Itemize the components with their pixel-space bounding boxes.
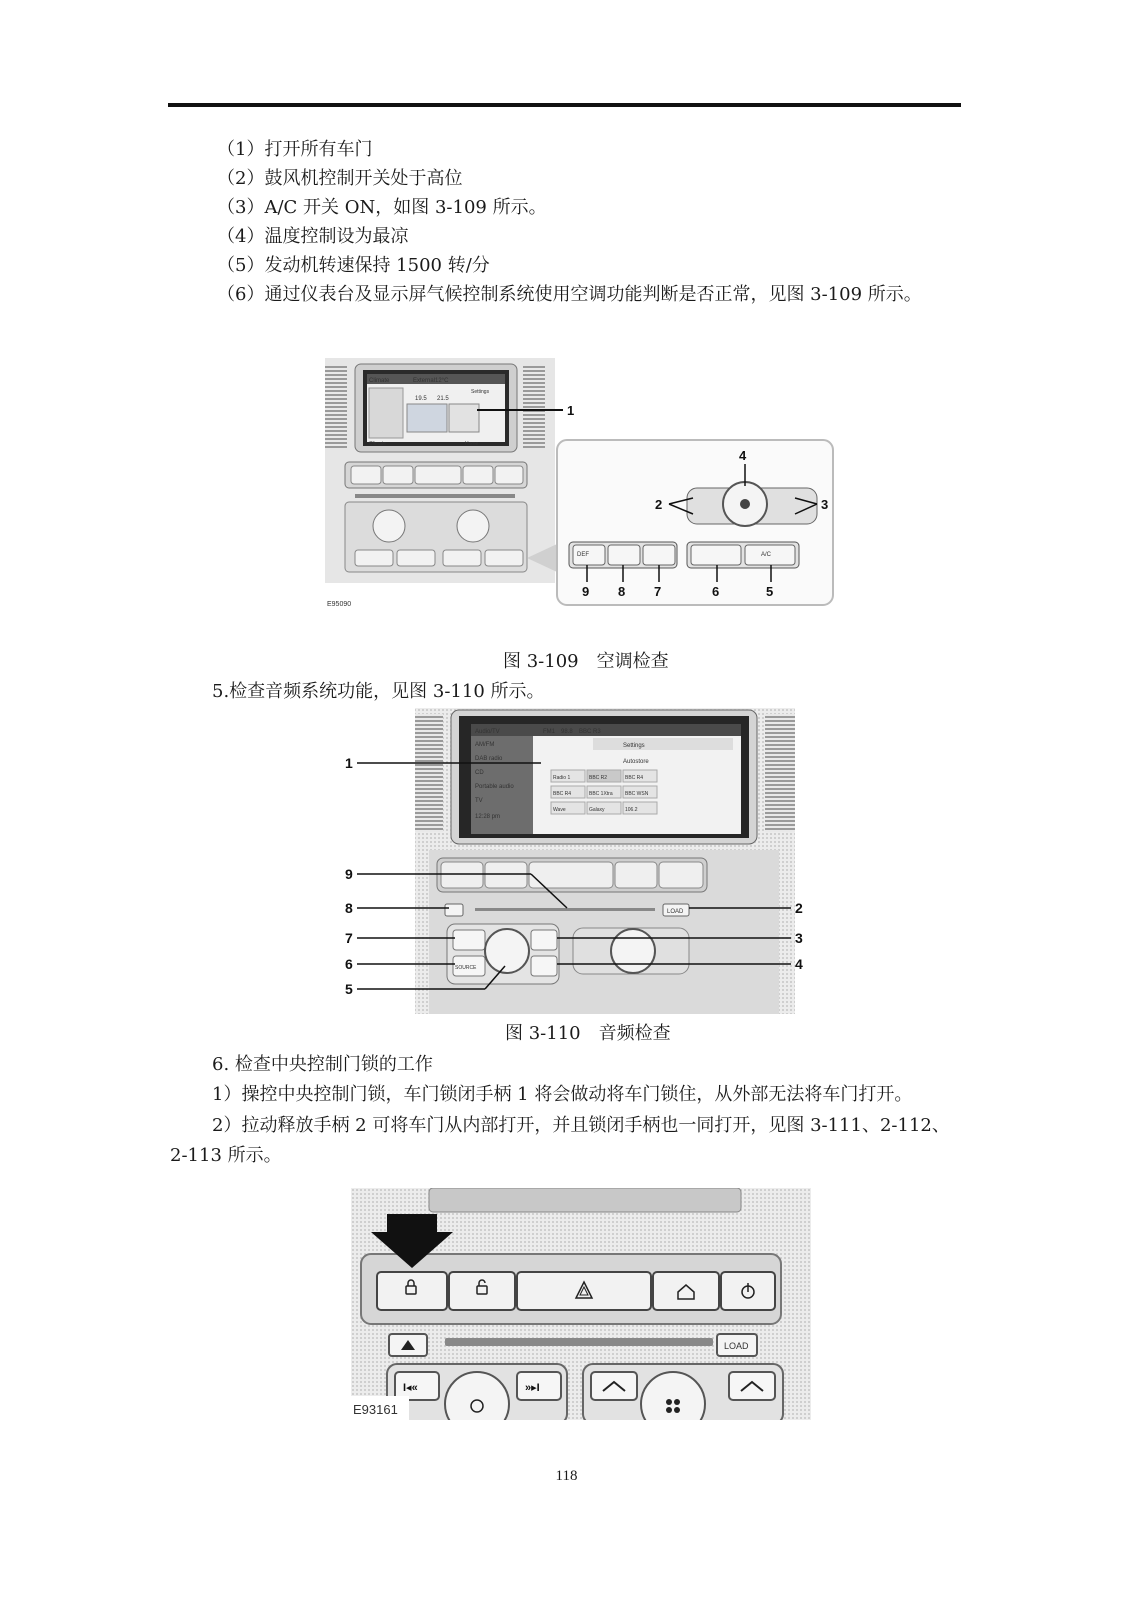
screen-grid: Autostore: [623, 759, 649, 765]
callout-2: 2: [795, 900, 803, 916]
screen-grid: 106.2: [625, 807, 638, 813]
screen-grid: BBC R4: [625, 775, 644, 781]
screen-grid: Wave: [553, 807, 566, 813]
button-label: A/C: [761, 552, 772, 558]
callout-7: 7: [345, 930, 353, 946]
figure-3-110-caption: 图 3-110 音频检查: [505, 1023, 671, 1044]
screen-menu-item: 12:28 pm: [475, 814, 501, 820]
callout-8: 8: [618, 584, 626, 599]
svg-text:»▸I: »▸I: [525, 1382, 540, 1394]
callout-9: 9: [345, 866, 353, 882]
screen-menu-item: DAB radio: [475, 756, 503, 762]
screen-text: Climate: [369, 441, 386, 447]
step-1: （1）打开所有车门: [217, 139, 373, 160]
figure-code: E93161: [353, 1402, 398, 1417]
callout-1: 1: [567, 403, 575, 418]
section-6-line-1: 1）操控中央控制门锁，车门锁闭手柄 1 将会做动将车门锁住，从外部无法将车门打开。: [212, 1084, 913, 1105]
screen-grid: BBC 1Xtra: [589, 791, 613, 797]
panel-label: LOAD: [667, 909, 684, 915]
screen-header: BBC R3: [579, 729, 601, 735]
screen-text: External: [413, 378, 436, 384]
svg-text:I◂«: I◂«: [403, 1382, 418, 1394]
screen-text: 12°C: [435, 378, 449, 384]
screen-text: 19.5: [415, 396, 427, 402]
screen-grid: BBC WSN: [625, 791, 649, 797]
screen-menu-item: CD: [475, 770, 484, 776]
screen-header: 98.8: [561, 729, 573, 735]
callout-7: 7: [654, 584, 662, 599]
section-6-line-2b: 2-113 所示。: [170, 1145, 282, 1166]
load-label: LOAD: [724, 1341, 749, 1351]
screen-menu-item: TV: [475, 798, 483, 804]
screen-menu-item: Audio/TV: [475, 729, 500, 735]
figure-3-109-caption: 图 3-109 空调检查: [503, 651, 669, 672]
section-6-title: 6. 检查中央控制门锁的工作: [212, 1054, 433, 1075]
step-3: （3）A/C 开关 ON，如图 3-109 所示。: [217, 197, 547, 218]
screen-menu-item: Portable audio: [475, 784, 514, 790]
screen-grid: Radio 1: [553, 775, 571, 781]
callout-4: 4: [795, 956, 803, 972]
screen-grid: BBC R2: [589, 775, 608, 781]
screen-header: FM1: [543, 729, 555, 735]
section-6-line-2a: 2）拉动释放手柄 2 可将车门从内部打开，并且锁闭手柄也一同打开，见图 3-111、2-112、: [212, 1115, 950, 1136]
screen-text: Settings: [471, 389, 490, 395]
figure-3-110: [345, 708, 835, 1014]
figure-3-109: [325, 358, 845, 614]
callout-3: 3: [795, 930, 803, 946]
screen-text: Home: [465, 441, 479, 447]
header-rule: [168, 103, 961, 107]
screen-grid: Settings: [623, 743, 645, 749]
figure-3-111: [351, 1188, 811, 1420]
callout-2: 2: [655, 497, 663, 512]
screen-text: Climate: [369, 378, 390, 384]
figure-code: E95090: [327, 601, 352, 608]
button-label: DEF: [577, 552, 589, 558]
callout-6: 6: [345, 956, 353, 972]
callout-1: 1: [345, 755, 353, 771]
panel-label: SOURCE: [455, 965, 477, 971]
callout-4: 4: [739, 448, 747, 463]
callout-5: 5: [345, 981, 353, 997]
callout-6: 6: [712, 584, 720, 599]
section-5-heading: 5.检查音频系统功能，见图 3-110 所示。: [212, 681, 545, 702]
callout-9: 9: [582, 584, 590, 599]
step-2: （2）鼓风机控制开关处于高位: [217, 168, 463, 189]
screen-grid: BBC R4: [553, 791, 572, 797]
screen-menu-item: AM/FM: [475, 742, 495, 748]
page-number: 118: [555, 1468, 578, 1484]
callout-3: 3: [821, 497, 829, 512]
step-6: （6）通过仪表台及显示屏气候控制系统使用空调功能判断是否正常，见图 3-109 所示。: [217, 284, 922, 305]
step-5: （5）发动机转速保持 1500 转/分: [217, 255, 490, 276]
screen-grid: Galaxy: [589, 807, 605, 813]
screen-text: 21.5: [437, 396, 449, 402]
callout-5: 5: [766, 584, 774, 599]
callout-8: 8: [345, 900, 353, 916]
step-4: （4）温度控制设为最凉: [217, 226, 409, 247]
